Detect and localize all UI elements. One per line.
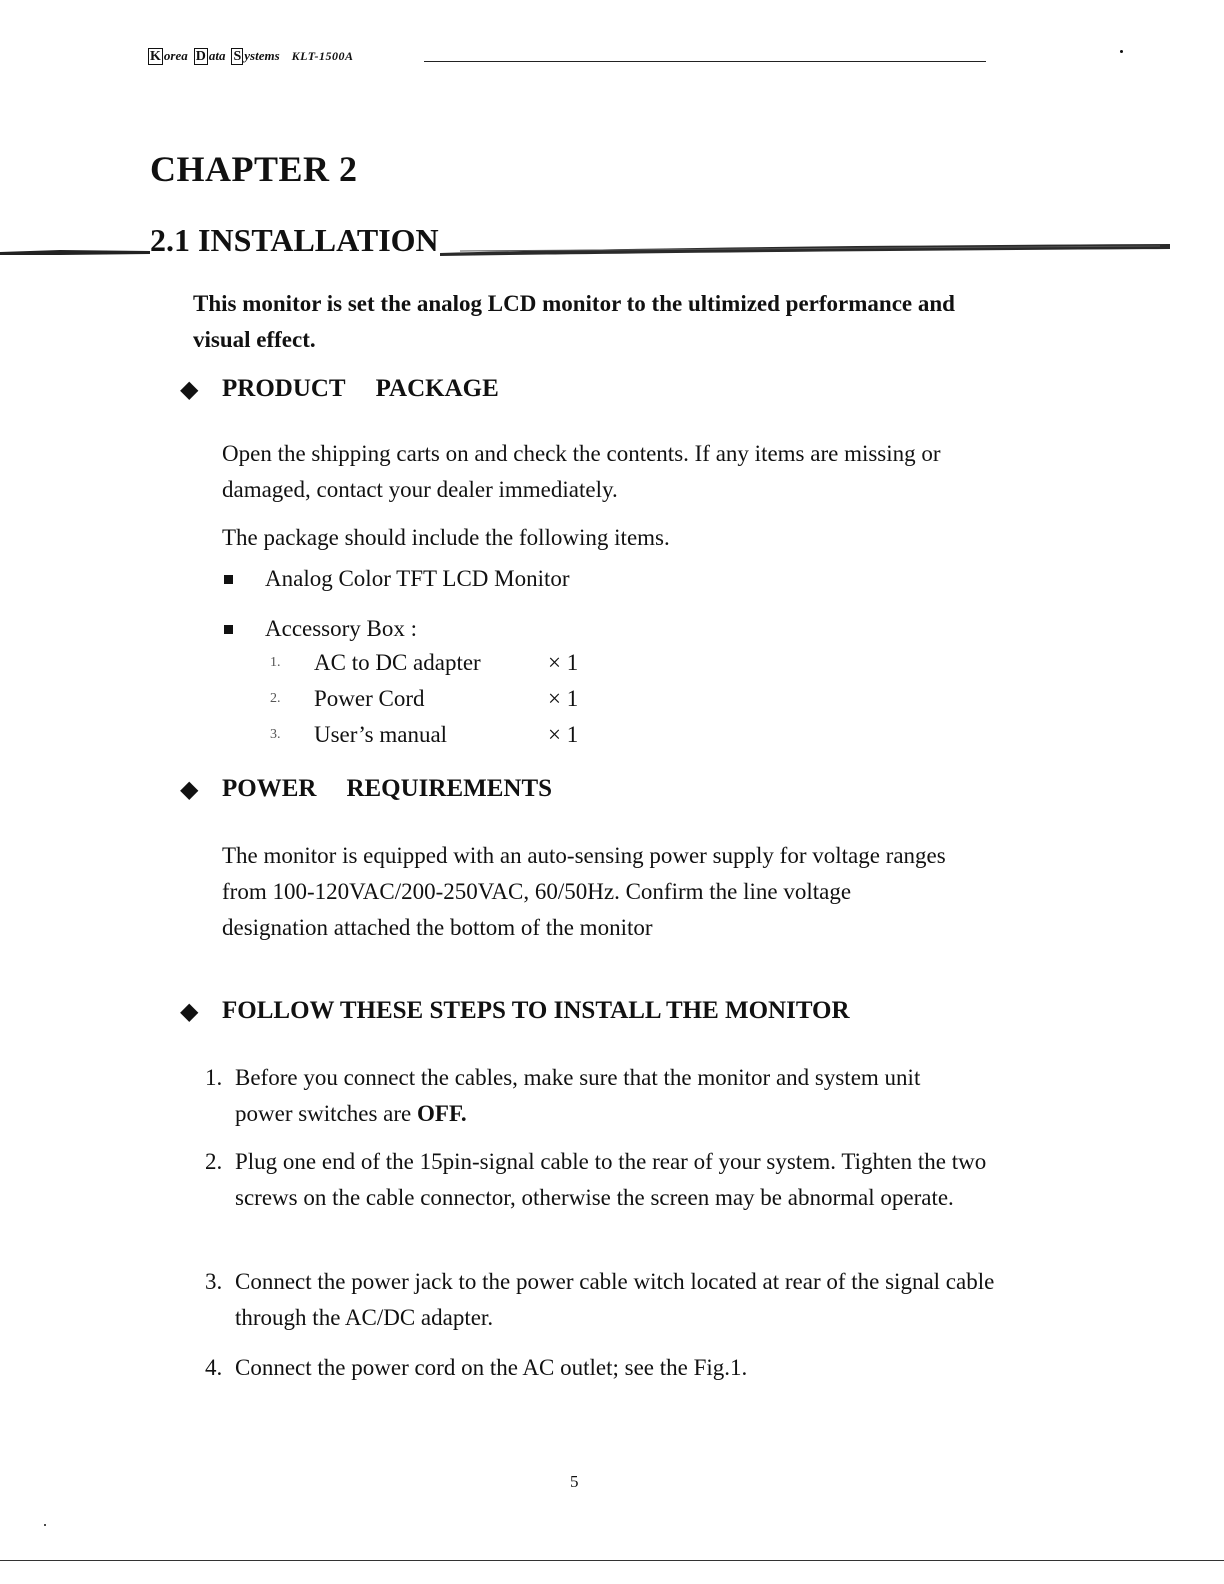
accessory-row: 2. Power Cord × 1 [270,686,579,711]
intro-text: This monitor is set the analog LCD monitor to the ultimized performance and visual effect. [193,291,955,352]
diamond-bullet-icon: ◆ [180,777,199,803]
square-bullet-icon [224,625,233,634]
product-package-heading: ◆ PRODUCT PACKAGE [180,375,499,403]
step-item: 1. Before you connect the cables, make sure that the monitor and system unit power switches are OFF. [205,1065,921,1126]
company-logo: K orea D ata S ystems [150,48,280,64]
square-bullet-icon [224,575,233,584]
bottom-rule [0,1560,1224,1561]
step-item: 2. Plug one end of the 15pin-signal cable to the rear of your system. Tighten the two screws on the cable connector, otherwise the screen may be abnormal operate. [205,1149,987,1210]
diamond-bullet-icon: ◆ [180,377,199,403]
power-requirements-heading: ◆ POWER REQUIREMENTS [180,775,553,803]
section-title: 2.1 INSTALLATION [150,222,439,258]
install-steps-heading: ◆ FOLLOW THESE STEPS TO INSTALL THE MONITOR [180,997,850,1025]
scan-speck [44,1524,46,1526]
step-item: 3. Connect the power jack to the power cable witch located at rear of the signal cable through the AC/DC adapter. [205,1269,995,1330]
header-rule [424,61,986,62]
model-number: KLT-1500A [291,49,354,63]
list-item: Accessory Box : [224,616,417,642]
list-item: Analog Color TFT LCD Monitor [224,566,570,592]
scan-speck [1120,50,1123,53]
chapter-title: CHAPTER 2 [150,149,358,189]
step-item: 4. Connect the power cord on the AC outlet; see the Fig.1. [205,1355,748,1380]
document-header [148,48,354,65]
power-paragraph: The monitor is equipped with an auto-sensing power supply for voltage ranges from 100-120VAC/200-250VAC, 60/50Hz. Confirm the line voltage designation attached the bottom of the monitor [222,843,946,940]
package-include-text: The package should include the following items. [222,525,670,550]
diamond-bullet-icon: ◆ [180,999,199,1025]
package-paragraph: Open the shipping carts on and check the contents. If any items are missing or damaged, contact your dealer immediately. [222,441,941,502]
accessory-row: 1. AC to DC adapter × 1 [270,650,579,675]
page-number: 5 [570,1472,579,1491]
accessory-row: 3. User’s manual × 1 [270,722,579,747]
